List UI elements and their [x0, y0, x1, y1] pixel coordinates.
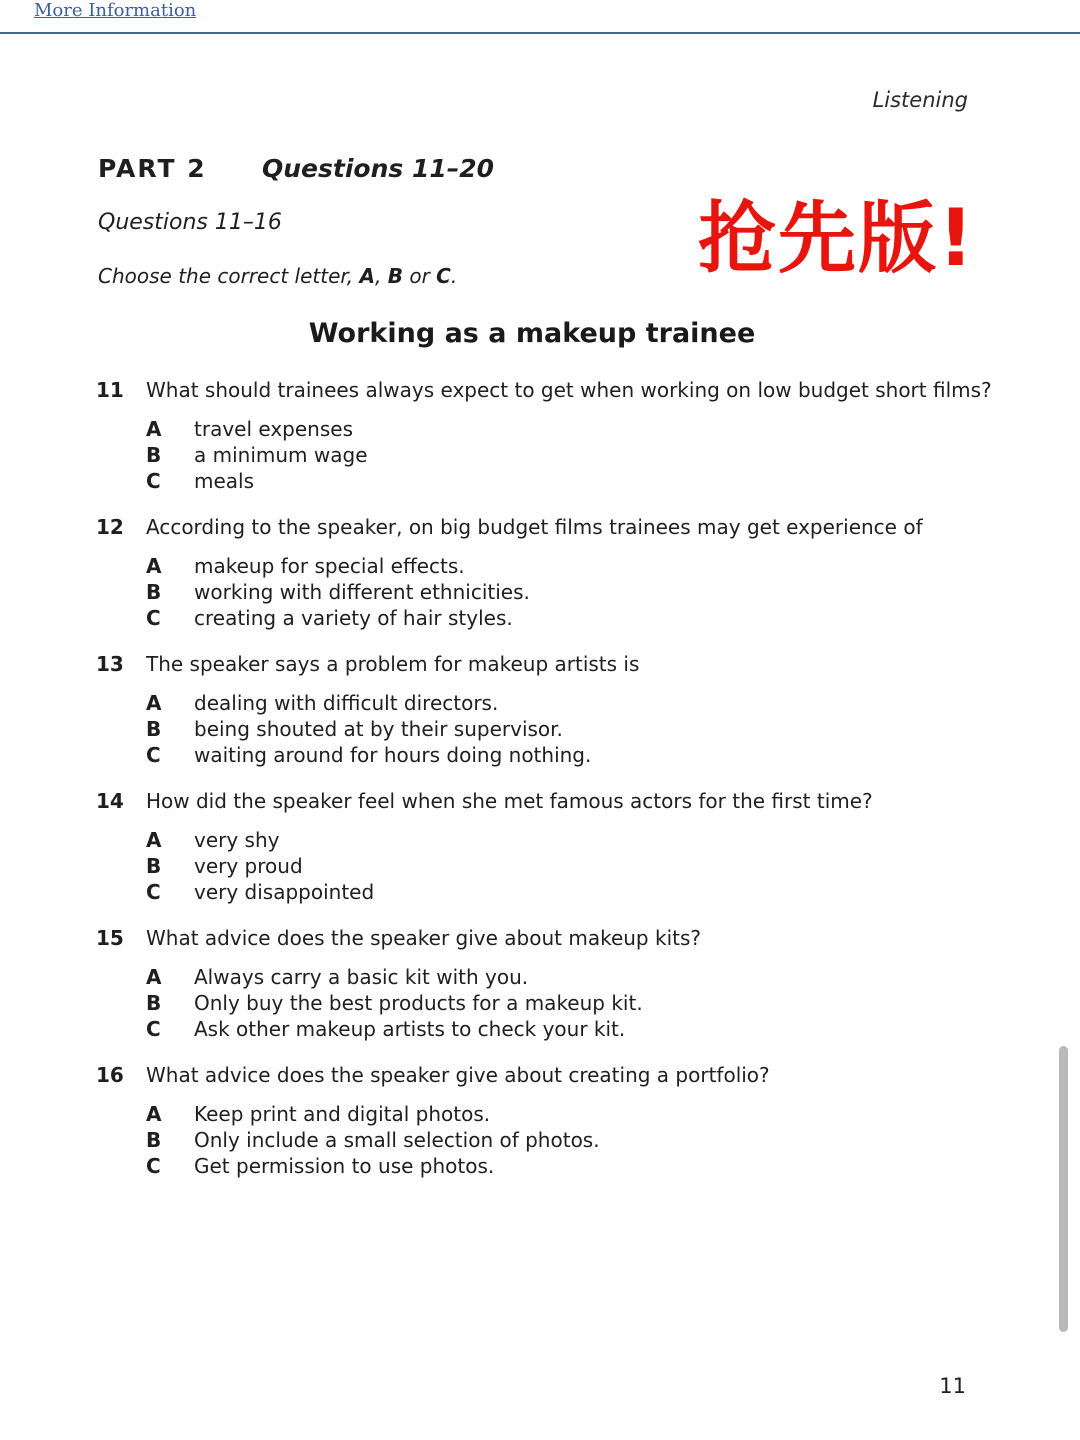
option-c[interactable] [96, 468, 986, 494]
option-text: very proud [194, 854, 303, 878]
option-b[interactable] [96, 442, 986, 468]
question-number: 16 [96, 1063, 124, 1087]
option-letter: A [146, 554, 162, 578]
question-15 [96, 924, 986, 1042]
option-letter: C [146, 606, 161, 630]
option-c[interactable] [96, 605, 986, 631]
option-a[interactable] [96, 1101, 986, 1127]
instruction-prefix: Choose the correct letter, [98, 264, 360, 288]
option-b[interactable] [96, 716, 986, 742]
part-heading: PART 2 [98, 154, 207, 183]
early-release-stamp: 抢先版! [698, 194, 976, 284]
question-14 [96, 787, 986, 905]
option-c[interactable] [96, 879, 986, 905]
option-letter: C [146, 469, 161, 493]
option-letter: A [146, 691, 162, 715]
question-13 [96, 650, 986, 768]
page-title: Working as a makeup trainee [308, 318, 756, 349]
option-text: being shouted at by their supervisor. [194, 717, 563, 741]
option-a[interactable] [96, 553, 986, 579]
option-letter: A [146, 417, 162, 441]
option-letter: B [146, 854, 162, 878]
option-b[interactable] [96, 990, 986, 1016]
question-text: What should trainees always expect to get when working on low budget short films? [146, 378, 992, 402]
option-text: dealing with difficult directors. [194, 691, 499, 715]
option-a[interactable] [96, 964, 986, 990]
option-letter: A [146, 828, 162, 852]
question-text: What advice does the speaker give about makeup kits? [146, 926, 701, 950]
option-text: makeup for special effects. [194, 554, 465, 578]
option-letter: B [146, 991, 162, 1015]
sub-questions-range: Questions 11–16 [98, 210, 282, 235]
option-text: working with different ethnicities. [194, 580, 530, 604]
option-text: very shy [194, 828, 280, 852]
question-number: 13 [96, 652, 124, 676]
option-text: creating a variety of hair styles. [194, 606, 513, 630]
option-text: Ask other makeup artists to check your kit. [194, 1017, 626, 1041]
page-number: 11 [939, 1374, 966, 1398]
option-text: Always carry a basic kit with you. [194, 965, 529, 989]
instruction-sep-1: , [375, 264, 388, 288]
option-a[interactable] [96, 827, 986, 853]
option-letter: C [146, 1154, 161, 1178]
option-letter: B [146, 443, 162, 467]
option-letter: B [146, 1128, 162, 1152]
option-c[interactable] [96, 1153, 986, 1179]
option-letter: C [146, 1017, 161, 1041]
option-letter: B [146, 717, 162, 741]
instruction-letter-c: C [436, 264, 451, 288]
option-b[interactable] [96, 1127, 986, 1153]
option-letter: A [146, 1102, 162, 1126]
option-text: a minimum wage [194, 443, 368, 467]
option-text: Keep print and digital photos. [194, 1102, 491, 1126]
question-list [96, 376, 992, 1198]
question-11 [96, 376, 992, 494]
top-bar [0, 0, 1080, 34]
question-number: 11 [96, 378, 124, 402]
option-c[interactable] [96, 1016, 986, 1042]
question-text: How did the speaker feel when she met famous actors for the first time? [146, 789, 873, 813]
question-text: The speaker says a problem for makeup artists is [146, 652, 640, 676]
option-c[interactable] [96, 742, 986, 768]
option-text: meals [194, 469, 255, 493]
option-letter: B [146, 580, 162, 604]
option-text: waiting around for hours doing nothing. [194, 743, 592, 767]
section-label: Listening [872, 88, 968, 112]
question-number: 15 [96, 926, 124, 950]
more-information-link[interactable]: More Information [34, 0, 197, 21]
question-text: According to the speaker, on big budget films trainees may get experience of [146, 515, 923, 539]
option-b[interactable] [96, 579, 986, 605]
instruction-letter-a: A [359, 264, 375, 288]
question-16 [96, 1061, 986, 1179]
question-number: 12 [96, 515, 124, 539]
option-letter: C [146, 880, 161, 904]
instruction-letter-b: B [387, 264, 403, 288]
option-text: Only include a small selection of photos. [194, 1128, 600, 1152]
question-12 [96, 513, 986, 631]
part-questions-range: Questions 11–20 [262, 154, 495, 183]
option-b[interactable] [96, 853, 986, 879]
scrollbar-thumb[interactable] [1059, 1046, 1068, 1332]
option-letter: A [146, 965, 162, 989]
question-text: What advice does the speaker give about creating a portfolio? [146, 1063, 770, 1087]
option-text: Only buy the best products for a makeup kit. [194, 991, 643, 1015]
option-a[interactable] [96, 690, 986, 716]
option-a[interactable] [96, 416, 986, 442]
option-text: travel expenses [194, 417, 353, 441]
question-number: 14 [96, 789, 124, 813]
instruction-end: . [450, 264, 458, 288]
option-text: Get permission to use photos. [194, 1154, 495, 1178]
option-text: very disappointed [194, 880, 375, 904]
instruction-sep-2: or [402, 264, 437, 288]
option-letter: C [146, 743, 161, 767]
instruction [98, 264, 457, 288]
